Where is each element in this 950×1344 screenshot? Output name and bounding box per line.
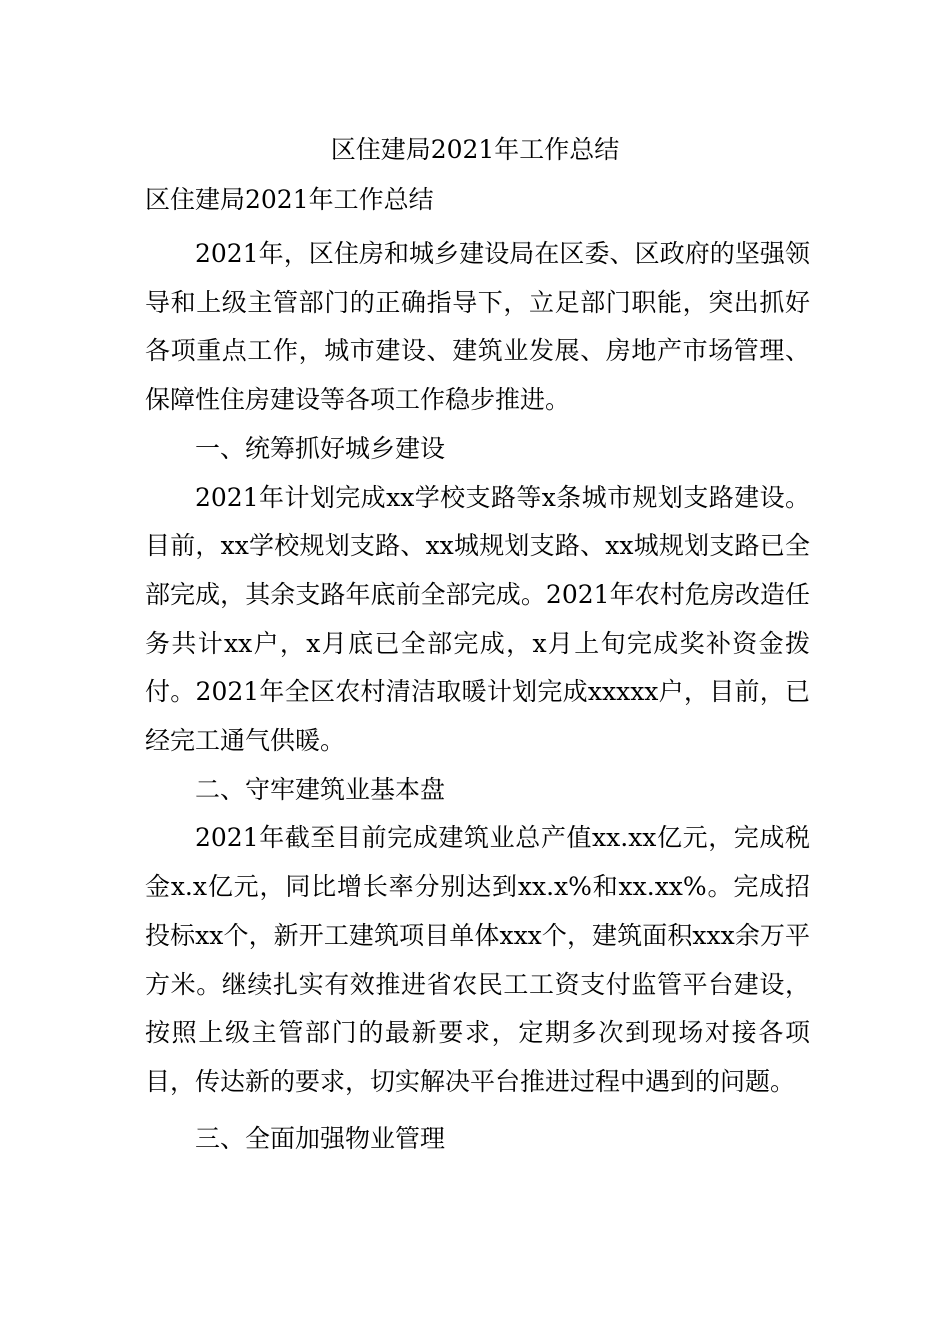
- document-body: [145, 230, 810, 1163]
- section-heading-1: 一、统筹抓好城乡建设: [195, 433, 446, 463]
- section-heading-2: 二、守牢建筑业基本盘: [195, 774, 446, 804]
- document-title: 区住建局2021年工作总结: [330, 135, 620, 164]
- section-paragraph-1: 2021年计划完成xx学校支路等x条城市规划支路建设。目前，xx学校规划支路、xx城规划支路、xx城规划支路已全部完成，其余支路年底前全部完成。2021年农村危房改造任务共计xx户，x月底已全部完成，x月上旬完成奖补资金拨付。2021年全区农村清洁取暖计划完成xxxxx户，目前，已经完工通气供暖。: [145, 482, 810, 756]
- section-heading-3: 三、全面加强物业管理: [195, 1123, 446, 1153]
- document-subtitle: 区住建局2021年工作总结: [145, 185, 434, 214]
- intro-paragraph: 2021年，区住房和城乡建设局在区委、区政府的坚强领导和上级主管部门的正确指导下，立足部门职能，突出抓好各项重点工作，城市建设、建筑业发展、房地产市场管理、保障性住房建设等各项工作稳步推进。: [145, 239, 810, 415]
- section-paragraph-2: 2021年截至目前完成建筑业总产值xx.xx亿元，完成税金x.x亿元，同比增长率分别达到xx.x%和xx.xx%。完成招投标xx个，新开工建筑项目单体xxx个，建筑面积xxx余万平方米。继续扎实有效推进省农民工工资支付监管平台建设，按照上级主管部门的最新要求，定期多次到现场对接各项目，传达新的要求，切实解决平台推进过程中遇到的问题。: [145, 823, 810, 1096]
